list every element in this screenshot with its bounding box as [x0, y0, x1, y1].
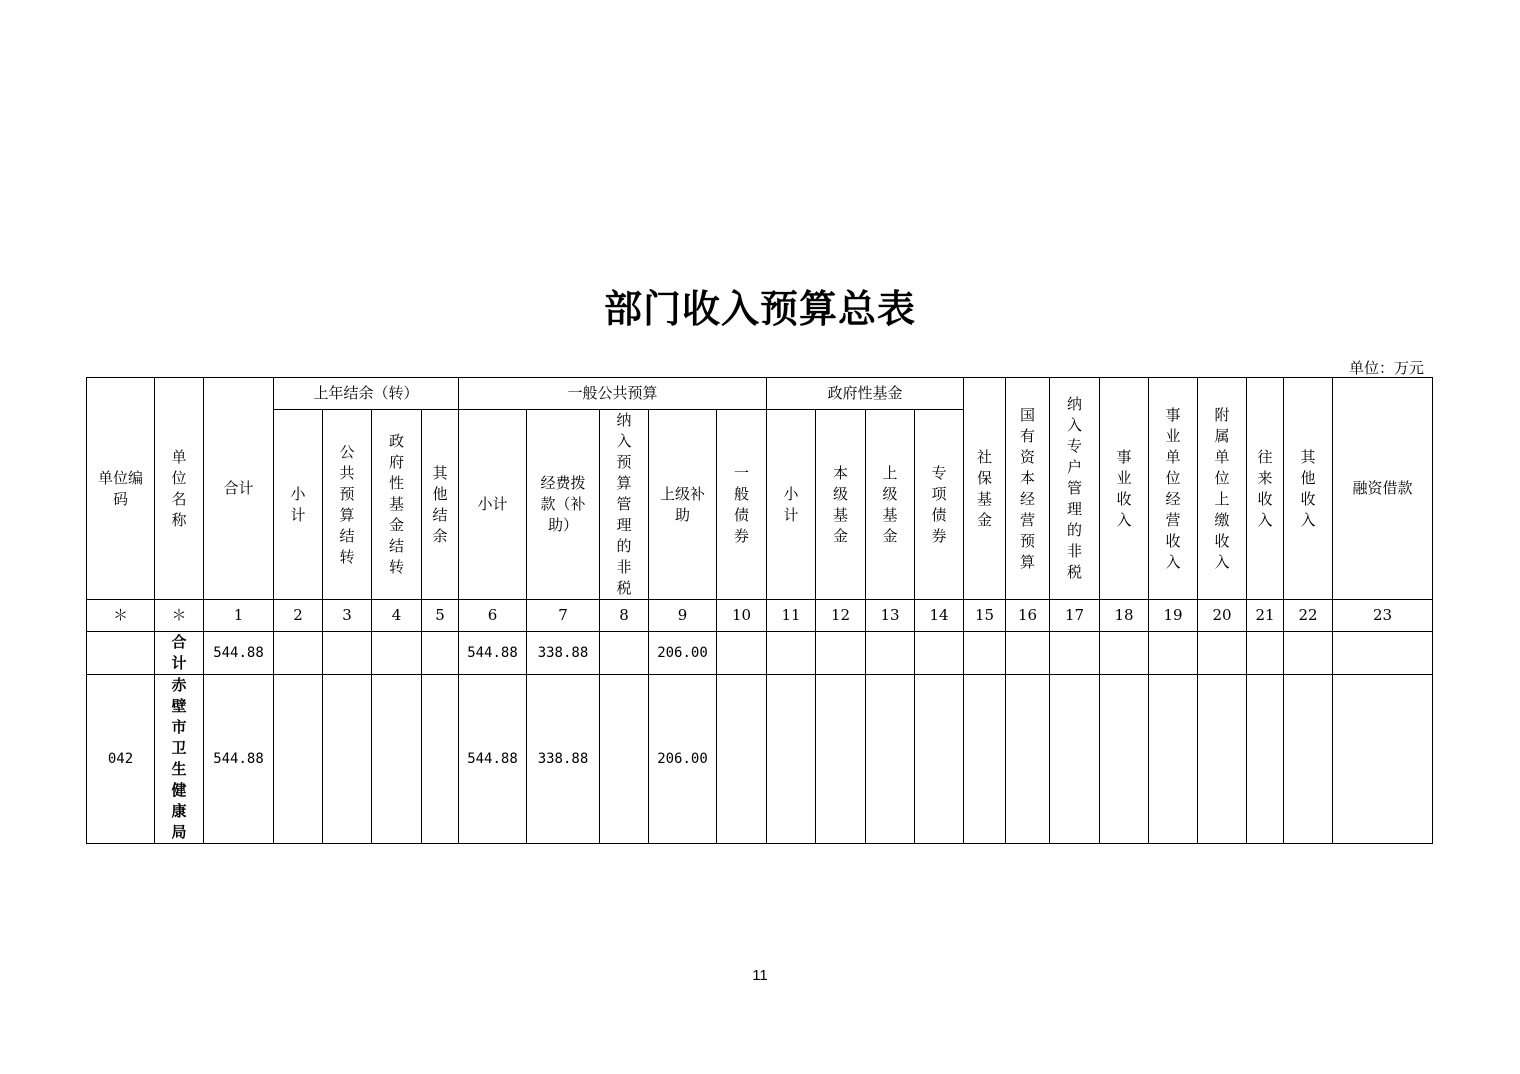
header-group-general: 一般公共预算 — [459, 378, 767, 410]
index-cell: 20 — [1198, 600, 1247, 632]
header-general-superior: 上级补助 — [649, 410, 717, 600]
index-cell: 11 — [767, 600, 816, 632]
index-cell: 18 — [1100, 600, 1149, 632]
header-other-income: 其他收入 — [1284, 378, 1333, 600]
index-row — [87, 600, 1433, 632]
index-cell: 7 — [527, 600, 600, 632]
header-social-fund: 社保基金 — [964, 378, 1006, 600]
header-prev-govfund: 政府性基金结转 — [372, 410, 422, 600]
index-cell: ＊ — [155, 600, 204, 632]
index-cell: 3 — [323, 600, 372, 632]
header-gov-subtotal: 小计 — [767, 410, 816, 600]
index-cell: 4 — [372, 600, 422, 632]
index-cell: 5 — [422, 600, 459, 632]
index-cell: 14 — [915, 600, 964, 632]
header-state-capital: 国有资本经营预算 — [1006, 378, 1050, 600]
row-code — [87, 632, 155, 675]
header-financing-loans: 融资借款 — [1333, 378, 1433, 600]
index-cell: 23 — [1333, 600, 1433, 632]
header-group-prev: 上年结余（转） — [274, 378, 459, 410]
header-group-gov: 政府性基金 — [767, 378, 964, 410]
page-number: 11 — [752, 967, 768, 984]
budget-table — [86, 377, 1433, 844]
index-cell: 22 — [1284, 600, 1333, 632]
index-cell: 1 — [204, 600, 274, 632]
row-general-subtotal: 544.88 — [459, 675, 527, 844]
header-gov-superior: 上级基金 — [866, 410, 915, 600]
index-cell: ＊ — [87, 600, 155, 632]
header-gov-local: 本级基金 — [816, 410, 866, 600]
header-code: 单位编码 — [87, 378, 155, 600]
unit-label: 单位：万元 — [1348, 359, 1424, 377]
header-business-income: 事业收入 — [1100, 378, 1149, 600]
index-cell: 2 — [274, 600, 323, 632]
header-special-account-nontax: 纳入专户管理的非税 — [1050, 378, 1100, 600]
header-row-1 — [87, 378, 1433, 410]
row-name: 合计 — [155, 632, 204, 675]
header-business-operating-income: 事业单位经营收入 — [1149, 378, 1198, 600]
row-total: 544.88 — [204, 675, 274, 844]
row-general-superior: 206.00 — [649, 632, 717, 675]
index-cell: 19 — [1149, 600, 1198, 632]
index-cell: 15 — [964, 600, 1006, 632]
index-cell: 16 — [1006, 600, 1050, 632]
table-row-total — [87, 632, 1433, 675]
header-general-subtotal: 小计 — [459, 410, 527, 600]
header-prev-subtotal: 小计 — [274, 410, 323, 600]
row-general-subtotal: 544.88 — [459, 632, 527, 675]
header-name: 单位名称 — [155, 378, 204, 600]
table-row-unit — [87, 675, 1433, 844]
index-cell: 9 — [649, 600, 717, 632]
row-code: 042 — [87, 675, 155, 844]
header-affiliate-income: 附属单位上缴收入 — [1198, 378, 1247, 600]
row-total: 544.88 — [204, 632, 274, 675]
index-cell: 6 — [459, 600, 527, 632]
row-general-superior: 206.00 — [649, 675, 717, 844]
header-total: 合计 — [204, 378, 274, 600]
header-transfer-income: 往来收入 — [1247, 378, 1284, 600]
header-general-allocation: 经费拨款（补助） — [527, 410, 600, 600]
header-prev-public: 公共预算结转 — [323, 410, 372, 600]
index-cell: 13 — [866, 600, 915, 632]
index-cell: 12 — [816, 600, 866, 632]
page-title: 部门收入预算总表 — [603, 287, 916, 331]
header-general-nontax: 纳入预算管理的非税 — [600, 410, 649, 600]
row-name: 赤壁市卫生健康局 — [155, 675, 204, 844]
row-general-allocation: 338.88 — [527, 675, 600, 844]
header-prev-other: 其他结余 — [422, 410, 459, 600]
index-cell: 17 — [1050, 600, 1100, 632]
row-general-allocation: 338.88 — [527, 632, 600, 675]
index-cell: 10 — [717, 600, 767, 632]
header-gov-special-bond: 专项债券 — [915, 410, 964, 600]
index-cell: 21 — [1247, 600, 1284, 632]
header-general-bond: 一般债券 — [717, 410, 767, 600]
index-cell: 8 — [600, 600, 649, 632]
